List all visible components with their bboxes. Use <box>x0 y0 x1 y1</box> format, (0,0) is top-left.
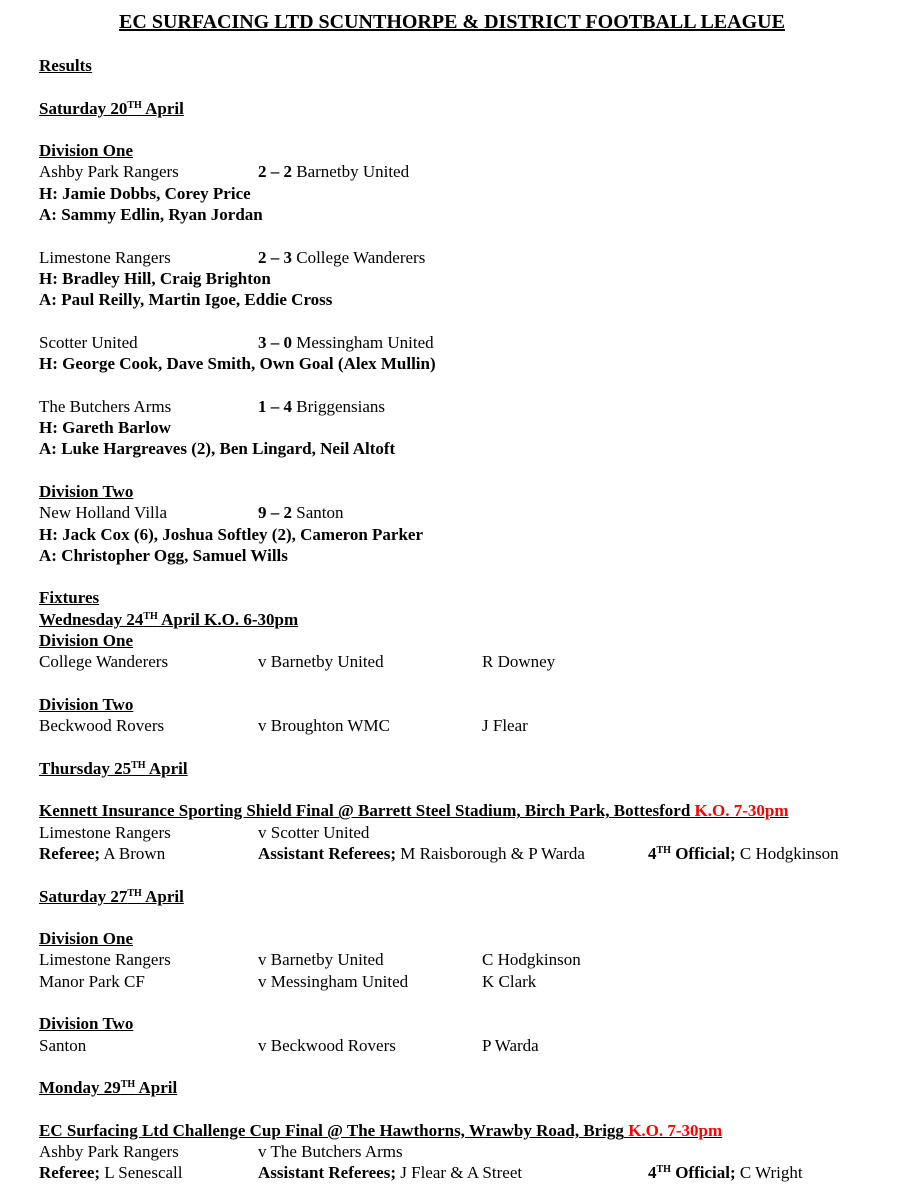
fixtures-heading: Fixtures <box>39 588 100 608</box>
result-row: The Butchers Arms 1 – 4 Briggensians <box>39 396 386 416</box>
page-title: EC SURFACING LTD SCUNTHORPE & DISTRICT FOOTBALL LEAGUE <box>119 11 785 33</box>
fixtures-wednesday-division-one-heading: Division One <box>39 631 133 651</box>
fixture-row: Ashby Park Rangers v The Butchers Arms <box>39 1142 403 1162</box>
fixture-row: College Wanderers v Barnetby United R Downey <box>39 652 556 672</box>
fixture-row: Beckwood Rovers v Broughton WMC J Flear <box>39 716 528 736</box>
results-division-two-heading: Division Two <box>39 481 134 501</box>
fixtures-wednesday-date: Wednesday 24TH April K.O. 6-30pm <box>39 609 299 629</box>
fixtures-saturday-date: Saturday 27TH April <box>39 886 184 906</box>
home-scorers: H: Bradley Hill, Craig Brighton <box>39 268 271 288</box>
shield-final-heading: Kennett Insurance Sporting Shield Final @ Barrett Steel Stadium, Birch Park, Bottesford K.O. 7-30pm <box>39 801 789 821</box>
result-row: New Holland Villa 9 – 2 Santon <box>39 503 344 523</box>
away-scorers: A: Paul Reilly, Martin Igoe, Eddie Cross <box>39 290 333 310</box>
away-scorers: A: Luke Hargreaves (2), Ben Lingard, Neil Altoft <box>39 439 396 459</box>
fixture-row: Limestone Rangers v Scotter United <box>39 822 370 842</box>
document-page <box>39 8 889 1184</box>
fixtures-wednesday-division-two-heading: Division Two <box>39 694 134 714</box>
home-scorers: H: Jack Cox (6), Joshua Softley (2), Cameron Parker <box>39 524 424 544</box>
result-row: Scotter United 3 – 0 Messingham United <box>39 332 434 352</box>
result-row: Limestone Rangers 2 – 3 College Wanderers <box>39 247 426 267</box>
fixtures-thursday-date: Thursday 25TH April <box>39 758 188 778</box>
fixtures-monday-date: Monday 29TH April <box>39 1078 178 1098</box>
fixture-row: Manor Park CF v Messingham United K Clark <box>39 971 537 991</box>
officials-row: Referee; A Brown Assistant Referees; M Raisborough & P Warda 4TH Official; C Hodgkinson <box>39 843 839 863</box>
officials-row: Referee; L Senescall Assistant Referees; J Flear & A Street 4TH Official; C Wright <box>39 1163 803 1183</box>
fixture-row: Santon v Beckwood Rovers P Warda <box>39 1035 539 1055</box>
away-scorers: A: Christopher Ogg, Samuel Wills <box>39 545 288 565</box>
results-date: Saturday 20TH April <box>39 98 184 118</box>
challenge-cup-final-heading: EC Surfacing Ltd Challenge Cup Final @ The Hawthorns, Wrawby Road, Brigg K.O. 7-30pm <box>39 1120 723 1140</box>
fixtures-saturday-division-one-heading: Division One <box>39 929 133 949</box>
away-scorers: A: Sammy Edlin, Ryan Jordan <box>39 205 263 225</box>
result-row: Ashby Park Rangers 2 – 2 Barnetby United <box>39 162 410 182</box>
home-scorers: H: Jamie Dobbs, Corey Price <box>39 183 251 203</box>
home-scorers: H: George Cook, Dave Smith, Own Goal (Alex Mullin) <box>39 354 436 374</box>
home-scorers: H: Gareth Barlow <box>39 418 171 438</box>
fixture-row: Limestone Rangers v Barnetby United C Hodgkinson <box>39 950 581 970</box>
results-division-one-heading: Division One <box>39 141 133 161</box>
kick-off-time: K.O. 7-30pm <box>694 801 789 821</box>
kick-off-time: K.O. 7-30pm <box>628 1120 723 1140</box>
fixtures-saturday-division-two-heading: Division Two <box>39 1014 134 1034</box>
results-heading: Results <box>39 56 92 75</box>
